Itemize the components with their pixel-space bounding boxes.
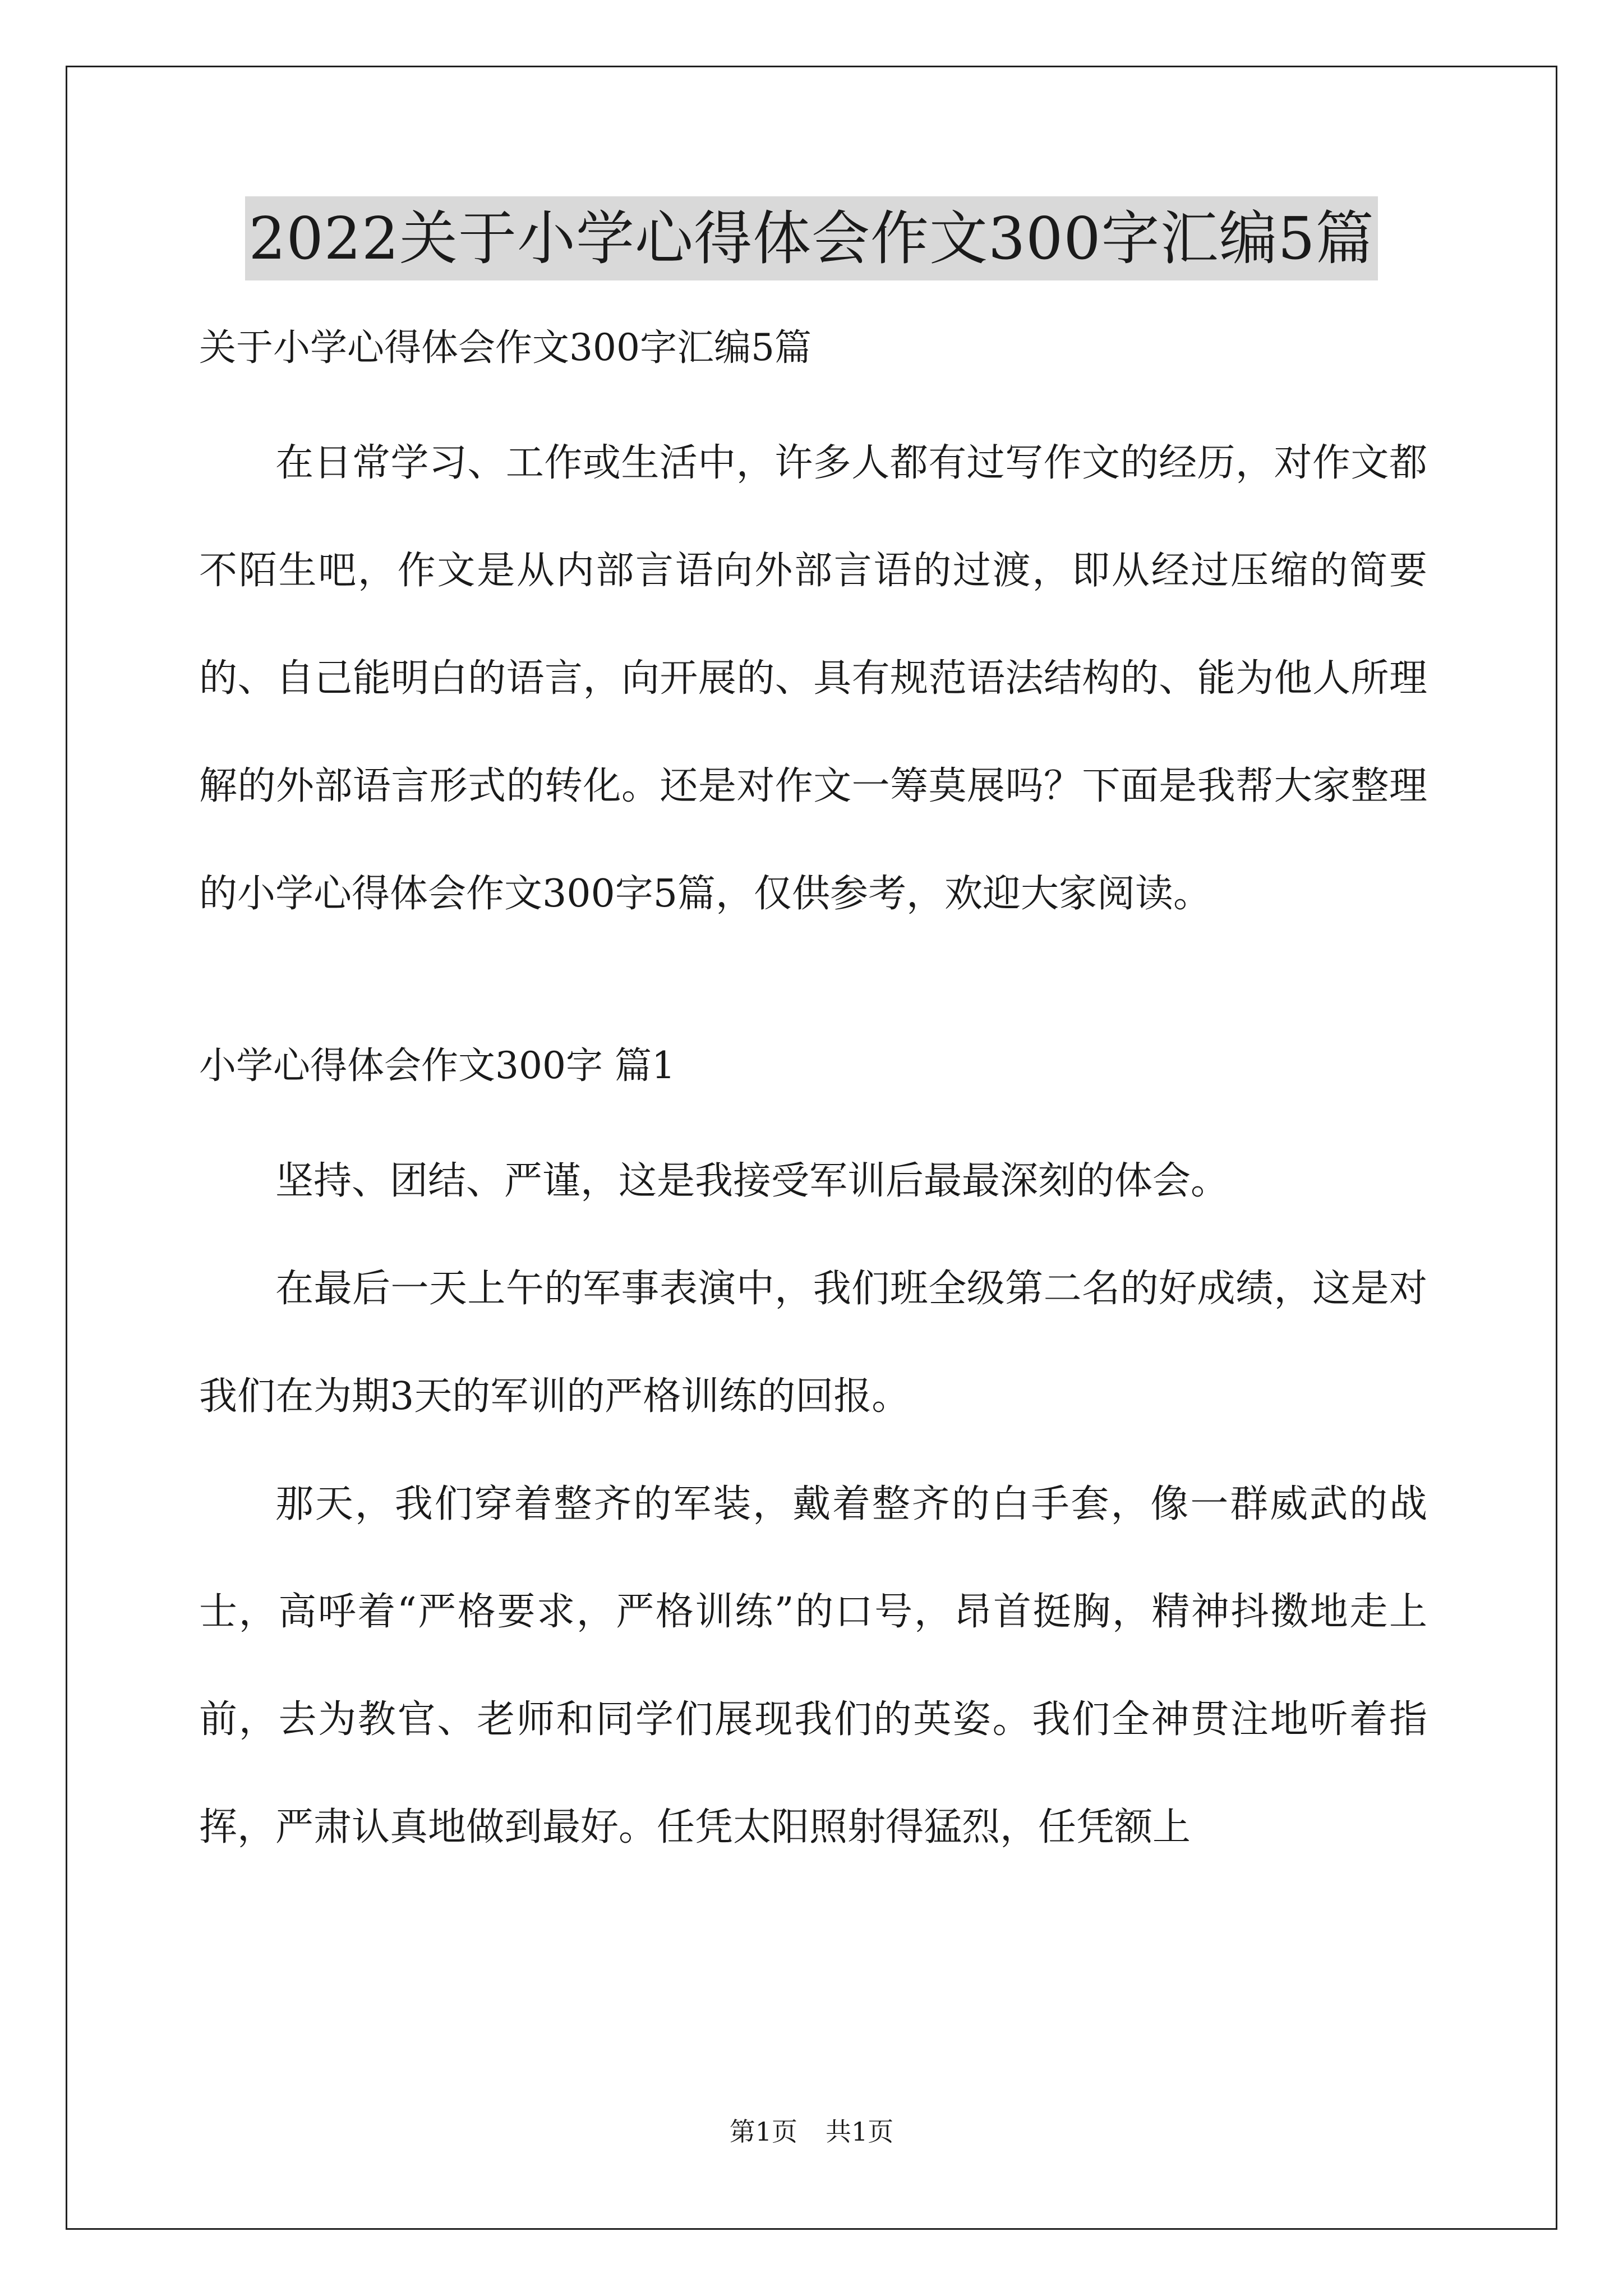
document-body — [199, 314, 1427, 1881]
document-subtitle: 关于小学心得体会作文300字汇编5篇 — [199, 326, 811, 369]
spacer — [199, 381, 1427, 409]
document-title: 2022关于小学心得体会作文300字汇编5篇 — [245, 196, 1377, 280]
section-heading: 小学心得体会作文300字 篇1 — [199, 1044, 675, 1087]
body-paragraph: 在最后一天上午的军事表演中，我们班全级第二名的好成绩，这是对我们在为期3天的军训的严格训练的回报。 — [199, 1267, 1427, 1419]
intro-paragraph: 在日常学习、工作或生活中，许多人都有过写作文的经历，对作文都不陌生吧，作文是从内部言语向外部言语的过渡，即从经过压缩的简要的、自己能明白的语言，向开展的、具有规范语法结构的、能为他人所理解的外部语言形式的转化。还是对作文一筹莫展吗？下面是我帮大家整理的小学心得体会作文300字5篇，仅供参考，欢迎大家阅读。 — [199, 441, 1427, 916]
spacer — [199, 1099, 1427, 1128]
page-number: 第1页 — [729, 2116, 797, 2147]
body-paragraph: 坚持、团结、严谨，这是我接受军训后最最深刻的体会。 — [275, 1159, 1229, 1203]
page-footer — [0, 2115, 1623, 2148]
page-total: 共1页 — [826, 2116, 894, 2147]
spacer — [199, 948, 1427, 1032]
title-container — [0, 196, 1623, 280]
body-paragraph: 那天，我们穿着整齐的军装，戴着整齐的白手套，像一群威武的战士，高呼着“严格要求，严格训练”的口号，昂首挺胸，精神抖擞地走上前，去为教官、老师和同学们展现我们的英姿。我们全神贯注地听着指挥，严肃认真地做到最好。任凭太阳照射得猛烈，任凭额上 — [199, 1482, 1427, 1849]
